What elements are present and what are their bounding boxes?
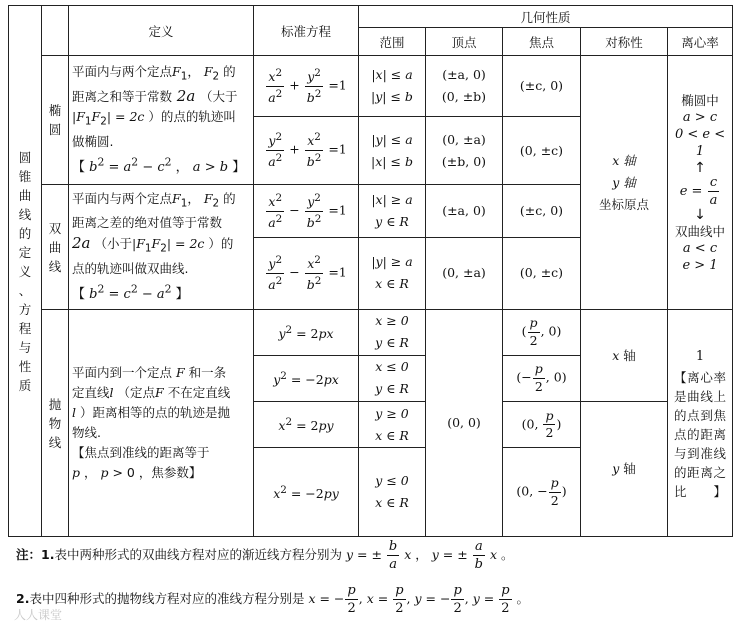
header-range: 范围	[359, 28, 426, 56]
parabola-def-line2c: 不在定直线	[167, 385, 231, 401]
ecc-formula: e = $\frac{c}{a}$	[679, 174, 718, 208]
parabola-ecc-text: 【离心率是曲线上的点到焦点的距离与到准线的距离之比】	[674, 369, 727, 499]
parabola-range1	[359, 310, 426, 355]
hyperbola-name-cell	[42, 185, 69, 310]
note1-eq1: y = ± $\frac{b}{a}$ x	[345, 539, 412, 572]
ellipse-range1	[359, 56, 426, 116]
note2-number: 2.	[16, 591, 30, 606]
ecc-ellipse-label: 椭圆中	[681, 92, 719, 108]
hyperbola-range2-y: |y| ≥ a	[371, 254, 413, 270]
hyperbola-range2	[359, 237, 426, 310]
parabola-eq1: $y^2 = 2px$	[254, 310, 359, 355]
parabola-eccentricity	[668, 310, 733, 537]
ellipse-def-line2a: 距离之和等于常数	[72, 89, 173, 105]
parabola-def-line3b: ）距离相等的点的轨迹是抛	[79, 405, 230, 421]
ellipse-def-note: 【 $b^2 = a^2 - c^2$ ， a > b 】	[72, 155, 246, 175]
note1-text: 表中两种形式的双曲线方程对应的渐近线方程分别为	[54, 547, 342, 562]
eccentricity-conic	[668, 56, 733, 310]
ellipse-vertex2-a: (0, ±a)	[442, 131, 486, 147]
hyperbola-range1-x: |x| ≥ a	[371, 192, 413, 208]
ellipse-range1-y: |y| ≤ b	[371, 89, 413, 105]
ellipse-name: 椭 圆	[48, 103, 62, 138]
note-prefix: 注：	[16, 547, 42, 562]
parabola-def-line2a: 定直线	[72, 385, 110, 401]
side-title-cell	[9, 6, 42, 537]
conic-sections-table	[8, 5, 733, 537]
hyperbola-def-line3a: （小于	[94, 236, 132, 252]
parabola-symmetry-y: y 轴	[581, 401, 668, 536]
parabola-eq4: $x^2 = -2py$	[254, 448, 359, 537]
hyperbola-eq1: $\frac{x^2}{a^2}$ − $\frac{y^2}{b^2}$ =1	[254, 185, 359, 237]
ellipse-eq2: $\frac{y^2}{a^2}$ + $\frac{x^2}{b^2}$ =1	[254, 116, 359, 185]
hyperbola-def-note: 【 $b^2 = c^2 - a^2$ 】	[72, 282, 189, 302]
ellipse-eq1: $\frac{x^2}{a^2}$ + $\frac{y^2}{b^2}$ =1	[254, 56, 359, 116]
symmetry-x-axis: x 轴	[612, 152, 636, 168]
ellipse-vertex2	[426, 116, 503, 185]
hyperbola-def-line1b: 的	[223, 190, 236, 206]
parabola-def-line1: 平面内到一个定点	[72, 365, 173, 381]
parabola-def-line4: 物线.	[72, 425, 101, 441]
up-arrow-icon: ↑	[694, 159, 706, 176]
ellipse-vertex2-b: (±b, 0)	[441, 153, 487, 169]
note1-number: 1.	[41, 547, 55, 562]
parabola-range4	[359, 448, 426, 537]
symmetry-y-axis: y 轴	[612, 174, 636, 190]
parabola-focus3: (0, $\frac{p}{2}$ )	[503, 401, 581, 447]
parabola-def-line2b: （定点	[117, 385, 156, 401]
parabola-range3-b: x ∈ R	[375, 427, 409, 443]
note2-text: 表中四种形式的抛物线方程对应的准线方程分别是	[29, 591, 305, 606]
header-symmetry: 对称性	[581, 28, 668, 56]
parabola-range2-a: x ≤ 0	[375, 359, 409, 375]
down-arrow-icon: ↓	[694, 206, 706, 223]
parabola-focus1: ( $\frac{p}{2}$ , 0)	[503, 310, 581, 355]
symmetry-origin: 坐标原点	[598, 196, 649, 212]
ellipse-range2-y: |y| ≤ a	[371, 131, 413, 147]
parabola-range4-a: y ≤ 0	[375, 473, 409, 489]
ecc-ellipse-range: 0 < e < 1	[674, 126, 726, 159]
header-geometric-properties: 几何性质	[359, 6, 733, 28]
ecc-hyperbola-label: 双曲线中	[675, 223, 726, 239]
ellipse-name-cell	[42, 56, 69, 185]
note1-eq2: y = ± $\frac{a}{b}$ x	[431, 539, 498, 572]
ecc-ellipse-cond: a > c	[682, 109, 718, 125]
parabola-name: 抛 物 线	[48, 396, 62, 450]
ellipse-range2	[359, 116, 426, 185]
header-blank	[42, 6, 69, 56]
parabola-name-cell	[42, 310, 69, 537]
hyperbola-focus2: (0, ±c)	[503, 237, 581, 310]
ellipse-def-line2b: （大于	[200, 89, 238, 105]
hyperbola-vertex2: (0, ±a)	[426, 237, 503, 310]
ellipse-vertex1	[426, 56, 503, 116]
note-2	[16, 584, 529, 615]
ellipse-vertex1-a: (±a, 0)	[442, 67, 486, 83]
hyperbola-vertex1: (±a, 0)	[426, 185, 503, 237]
ecc-hyperbola-range: e > 1	[682, 257, 718, 273]
ecc-hyperbola-cond: a < c	[682, 240, 718, 256]
hyperbola-def-line2: 距离之差的绝对值等于常数	[72, 215, 223, 231]
ellipse-def-line1b: 的	[223, 63, 236, 79]
hyperbola-focus1: (±c, 0)	[503, 185, 581, 237]
ellipse-def-line4: 做椭圆.	[72, 133, 114, 149]
parabola-ecc-value: 1	[695, 348, 705, 364]
conic-symmetry	[581, 56, 668, 310]
parabola-vertex: (0, 0)	[426, 310, 503, 537]
ellipse-focus1: (±c, 0)	[503, 56, 581, 116]
ellipse-definition: 平面内与两个定点$F_1$， $F_2$ 的 距离之和等于常数 2a （大于 $|F_1F_2| = 2c$ ）的点的轨迹叫 做椭圆. 【 $b^2 = a^2 - c^2$ ， a > b 】	[69, 56, 254, 185]
parabola-eq2: $y^2 = -2px$	[254, 355, 359, 401]
ellipse-range2-x: |x| ≤ b	[371, 153, 413, 169]
hyperbola-range1-y: y ∈ R	[375, 214, 409, 230]
parabola-range4-b: x ∈ R	[375, 495, 409, 511]
header-vertex: 顶点	[426, 28, 503, 56]
parabola-eq3: $x^2 = 2py$	[254, 401, 359, 447]
note2-eqs: x = − $\frac{p}{2}$ , x = $\frac{p}{2}$ , y = − $\frac{p}{2}$ , y = $\frac{p}{2}$ 。	[308, 583, 530, 616]
parabola-definition: 平面内到一个定点 F 和一条 定直线l （定点F 不在定直线 l ）距离相等的点的轨迹是抛 物线. 【焦点到准线的距离等于 p ， p > 0 ，焦参数】	[69, 310, 254, 537]
ellipse-range1-x: |x| ≤ a	[371, 67, 413, 83]
parabola-range3	[359, 401, 426, 447]
parabola-symmetry-x: x 轴	[581, 310, 668, 402]
header-definition: 定义	[69, 6, 254, 56]
parabola-def-line1b: 和一条	[188, 365, 227, 381]
hyperbola-def-line1: 平面内与两个定点	[72, 190, 173, 206]
hyperbola-name: 双 曲 线	[48, 220, 62, 274]
ellipse-focus2: (0, ±c)	[503, 116, 581, 185]
ellipse-def-line3b: ）的点的轨迹叫	[148, 109, 236, 125]
header-eccentricity: 离心率	[668, 28, 733, 56]
hyperbola-range1	[359, 185, 426, 237]
header-focus: 焦点	[503, 28, 581, 56]
parabola-def-note1: 【焦点到准线的距离等于	[72, 445, 210, 461]
parabola-focus4: (0, − $\frac{p}{2}$ )	[503, 448, 581, 537]
parabola-range2-b: y ∈ R	[375, 381, 409, 397]
side-title: 圆 锥 曲 线 的 定 义 、 方 程 与 性 质	[18, 149, 32, 393]
parabola-range1-b: y ∈ R	[375, 335, 409, 351]
parabola-def-note2a: ，	[84, 465, 97, 481]
hyperbola-def-line4: 点的轨迹叫做双曲线.	[72, 260, 189, 276]
note-1: 注：1.表中两种形式的双曲线方程对应的渐近线方程分别为 y = ± $\frac{b}{a}$ x ， y = ± $\frac{a}{b}$ x 。	[16, 539, 514, 572]
header-standard-equation: 标准方程	[254, 6, 359, 56]
hyperbola-range2-x: x ∈ R	[375, 276, 409, 292]
hyperbola-def-line3b: ）的	[208, 236, 234, 252]
parabola-range1-a: x ≥ 0	[375, 313, 409, 329]
parabola-range3-a: y ≥ 0	[375, 405, 409, 421]
hyperbola-definition: 平面内与两个定点$F_1$， $F_2$ 的 距离之差的绝对值等于常数 2a （小于$|F_1F_2| = 2c$ ）的 点的轨迹叫做双曲线. 【 $b^2 = c^2 - a^2$ 】	[69, 185, 254, 310]
watermark: 人人课堂	[14, 608, 63, 622]
hyperbola-eq2: $\frac{y^2}{a^2}$ − $\frac{x^2}{b^2}$ =1	[254, 237, 359, 310]
parabola-def-note2b: ，焦参数】	[138, 465, 202, 481]
parabola-range2	[359, 355, 426, 401]
ellipse-def-line1: 平面内与两个定点	[72, 63, 173, 79]
ellipse-vertex1-b: (0, ±b)	[441, 89, 487, 105]
parabola-focus2: (− $\frac{p}{2}$ , 0)	[503, 355, 581, 401]
